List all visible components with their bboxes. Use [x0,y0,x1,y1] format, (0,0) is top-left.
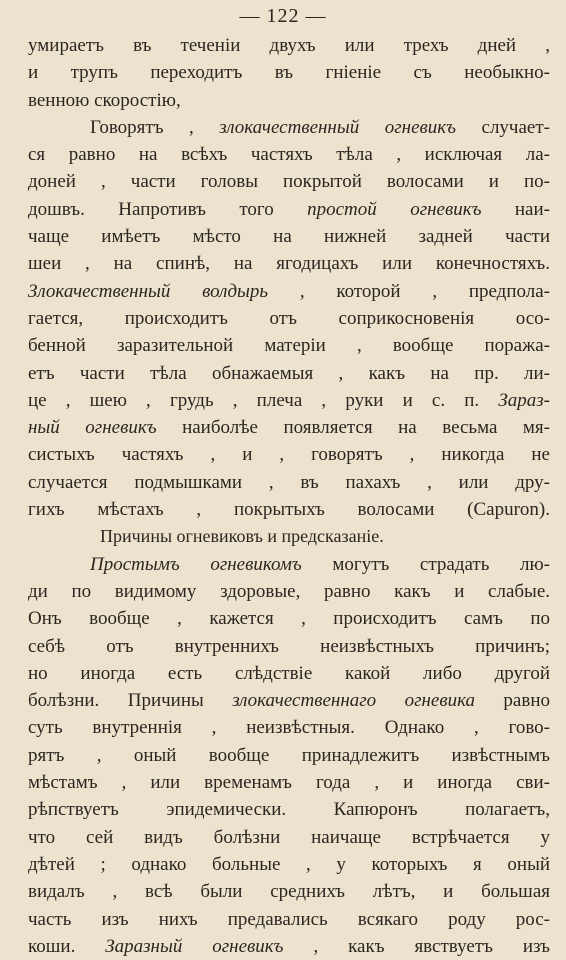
italic-term: Простымъ огневикомъ [90,553,302,575]
text-line [28,87,550,114]
text-line [28,824,550,851]
text-line [28,742,550,769]
text-segment: случает- [456,116,550,138]
text-segment: рѣпствуетъ эпидемически. Капюронъ полагаетъ, [28,799,550,821]
text-segment: могутъ страдать лю- [301,553,550,575]
text-segment: что сей видъ болѣзни наичаще встрѣчается у [28,826,550,848]
text-line [28,933,550,960]
text-segment: видалъ , всѣ были среднихъ лѣтъ, и большая [28,881,550,903]
text-line [28,414,550,441]
text-segment: бенной заразительной матерiи , вообще поража- [28,335,550,357]
text-segment: мѣстамъ , или временамъ года , и иногда сви- [28,772,550,794]
text-line [28,878,550,905]
text-line [28,141,550,168]
text-segment: етъ части тѣла обнажаемыя , какъ на пр. ли- [28,362,550,384]
italic-term: Заразный огневикъ [105,935,284,957]
text-segment: коши. [28,935,106,957]
text-segment: но иногда есть слѣдствiе какой либо другой [28,662,550,684]
text-segment: наиболѣе появляется на весьма мя- [156,417,550,439]
text-line [28,687,550,714]
text-segment: дошвъ. Напротивъ того [28,198,308,220]
text-line [28,469,550,496]
text-segment: систыхъ частяхъ , и , говорятъ , никогда не [28,444,550,466]
italic-term: злокачественный огневикъ [219,116,456,138]
text-line [28,168,550,195]
text-line [28,551,550,578]
italic-term: ный огневикъ [28,417,157,439]
text-segment: рятъ , оный вообще принадлежитъ извѣстнымъ [28,744,550,766]
text-segment: доней , части головы покрытой волосами и по- [28,171,550,193]
text-line [28,305,550,332]
text-line [28,114,550,141]
text-segment: случается подмышками , въ пахахъ , или дру- [28,471,550,493]
text-line [28,59,550,86]
text-line [28,223,550,250]
text-segment: наи- [481,198,550,220]
text-segment: Причины огневиковъ и предсказанiе. [100,526,384,547]
text-line [28,906,550,933]
text-segment: ся равно на всѣхъ частяхъ тѣла , исключая ла- [28,144,550,166]
text-line [28,332,550,359]
text-segment: чаще имѣетъ мѣсто на нижней задней части [28,226,550,248]
text-line [28,660,550,687]
text-line [28,360,550,387]
text-line [28,387,550,414]
italic-term: злокачественнаго огневика [232,690,476,712]
text-line [28,769,550,796]
text-line [28,196,550,223]
text-segment: , которой , предполa- [268,280,550,302]
text-segment: дѣтей ; однако больные , у которыхъ я оный [28,853,550,875]
text-segment: гается, происходитъ отъ соприкосновенiя осо- [28,307,550,329]
text-segment: гихъ мѣстахъ , покрытыхъ волосами (Capuron). [28,499,550,521]
section-heading [28,523,550,550]
text-segment: равно [475,690,550,712]
text-segment: шеи , на спинѣ, на ягодицахъ или конечностяхъ. [28,253,550,275]
text-line [28,441,550,468]
text-segment: Онъ вообще , кажется , происходитъ самъ по [28,608,550,630]
text-line [28,496,550,523]
italic-term: Злокачественный волдырь [28,280,269,302]
text-line [28,250,550,277]
text-line [28,714,550,741]
italic-term: простой огневикъ [307,198,482,220]
text-line [28,851,550,878]
text-segment: умираетъ въ теченiи двухъ или трехъ дней , [28,35,550,56]
page-number: — 122 — [239,5,327,27]
text-segment: и трупъ переходитъ въ гнiенiе съ необыкно- [28,62,550,84]
text-segment: себѣ отъ внутреннихъ неизвѣстныхъ причинъ; [28,635,550,657]
text-segment: , какъ явствуетъ изъ [283,935,550,957]
text-line [28,633,550,660]
text-segment: Говорятъ , [90,116,220,138]
body-text [28,32,550,960]
text-segment: болѣзни. Причины [28,690,233,712]
text-segment: часть изъ нихъ предавались всякаго роду рос- [28,908,550,930]
italic-term: Зараз- [498,389,550,411]
text-segment: ди по видимому здоровые, равно какъ и слабые. [28,580,550,602]
text-segment: суть внутреннiя , неизвѣстныя. Однако , гово- [28,717,550,739]
text-line [28,32,550,59]
text-line [28,578,550,605]
text-segment: венною скоростiю, [28,89,181,111]
text-line [28,278,550,305]
text-segment: це , шею , грудь , плеча , руки и с. п. [28,389,499,411]
text-line [28,796,550,823]
text-line [28,605,550,632]
